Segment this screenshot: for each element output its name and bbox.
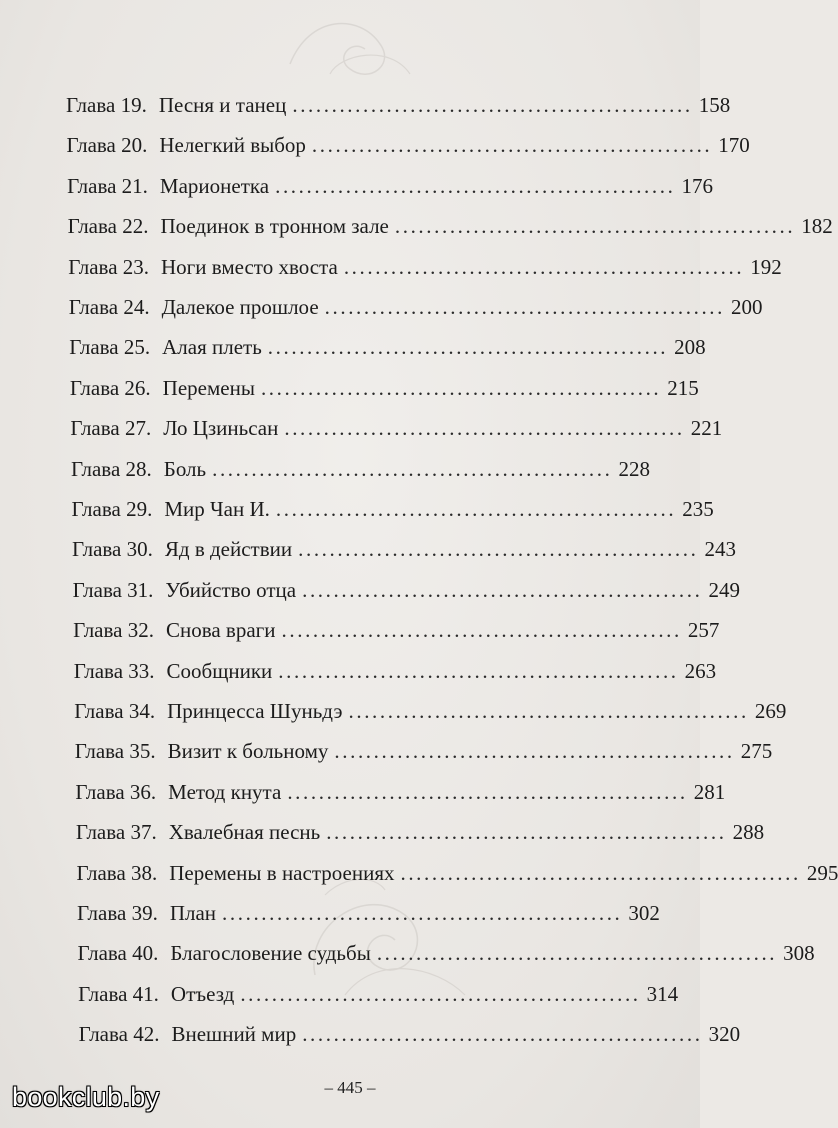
chapter-title: Сообщники — [166, 658, 273, 683]
toc-entry — [78, 979, 679, 1009]
leader-dots: ................................................... — [275, 173, 676, 198]
chapter-label: Глава 37. — [75, 820, 157, 845]
page-reference: 208 — [674, 335, 706, 360]
chapter-label: Глава 28. — [70, 456, 152, 481]
leader-dots: ................................................... — [275, 497, 677, 521]
toc-entry — [69, 373, 699, 403]
chapter-label: Глава 31. — [72, 577, 154, 602]
leader-dots: ................................................... — [298, 537, 699, 562]
chapter-title: Далекое прошлое — [161, 295, 319, 319]
page-reference: 243 — [704, 537, 736, 562]
chapter-label: Глава 21. — [67, 173, 148, 198]
page-reference: 308 — [783, 941, 815, 966]
toc-entry — [66, 130, 750, 160]
toc-entry — [70, 454, 650, 484]
chapter-title: Алая плеть — [162, 335, 262, 360]
page-reference: 275 — [740, 739, 773, 764]
chapter-title: Принцесса Шуньдэ — [167, 699, 343, 723]
page-reference: 176 — [681, 173, 713, 198]
leader-dots: ................................................... — [324, 295, 725, 319]
toc-entry — [75, 777, 726, 807]
chapter-label: Глава 32. — [73, 618, 154, 643]
leader-dots: ................................................... — [326, 820, 727, 845]
leader-dots: ................................................... — [394, 214, 796, 239]
leader-dots: ................................................... — [222, 901, 623, 925]
toc-entry — [76, 858, 838, 888]
leader-dots: ................................................... — [334, 739, 735, 764]
chapter-title: Отъезд — [170, 981, 235, 1006]
page-reference: 158 — [698, 93, 731, 117]
chapter-label: Глава 20. — [66, 133, 148, 158]
chapter-label: Глава 34. — [74, 699, 156, 723]
leader-dots: ................................................... — [287, 779, 688, 804]
toc-entry — [72, 575, 740, 605]
chapter-title: Снова враги — [165, 618, 276, 643]
toc-entry — [75, 817, 765, 847]
page-reference: 228 — [618, 456, 650, 481]
toc-entry — [71, 494, 714, 524]
page-reference: 263 — [684, 658, 717, 683]
chapter-label: Глава 25. — [69, 335, 151, 360]
page-reference: 314 — [646, 981, 679, 1006]
toc-entry — [70, 413, 723, 443]
leader-dots: ................................................... — [260, 375, 662, 400]
chapter-label: Глава 42. — [78, 1022, 160, 1047]
chapter-label: Глава 40. — [77, 941, 159, 966]
chapter-label: Глава 39. — [77, 901, 158, 925]
chapter-label: Глава 27. — [70, 416, 152, 441]
chapter-label: Глава 22. — [67, 214, 149, 239]
chapter-label: Глава 30. — [72, 537, 153, 562]
chapter-title: Убийство отца — [165, 577, 297, 602]
chapter-title: Перемены в настроениях — [169, 860, 395, 885]
toc-entry — [77, 898, 660, 928]
chapter-title: Внешний мир — [171, 1022, 297, 1047]
leader-dots: ................................................... — [284, 416, 685, 441]
chapter-title: Поединок в тронном зале — [160, 214, 389, 239]
toc-entry — [72, 534, 736, 564]
chapter-title: Мир Чан И. — [164, 497, 270, 521]
chapter-label: Глава 36. — [75, 779, 157, 804]
toc-entry — [69, 332, 706, 362]
leader-dots: ................................................... — [348, 699, 749, 723]
chapter-title: Благословение судьбы — [170, 941, 371, 966]
chapter-label: Глава 19. — [66, 93, 147, 117]
page-reference: 302 — [628, 901, 660, 925]
toc-entry — [68, 292, 763, 322]
page-reference: 288 — [732, 820, 765, 845]
watermark-text: bookclub.by — [12, 1082, 160, 1112]
leader-dots: ................................................... — [292, 93, 693, 117]
toc-entry — [78, 1019, 741, 1049]
toc-entry — [68, 252, 782, 282]
page-reference: 192 — [750, 254, 782, 279]
page-reference: 235 — [682, 497, 714, 521]
leader-dots: ................................................... — [343, 254, 745, 279]
page-reference: 281 — [693, 779, 726, 804]
chapter-title: Песня и танец — [158, 93, 287, 117]
chapter-title: Перемены — [162, 375, 255, 400]
leader-dots: ................................................... — [376, 941, 778, 966]
chapter-label: Глава 26. — [69, 375, 151, 400]
page-reference: 295 — [806, 860, 838, 885]
toc-entry — [74, 696, 787, 726]
toc-entry — [67, 171, 713, 201]
leader-dots: ................................................... — [400, 860, 801, 885]
leader-dots: ................................................... — [302, 1022, 703, 1047]
chapter-title: Ло Цзиньсан — [163, 416, 279, 441]
page-reference: 249 — [708, 577, 740, 602]
chapter-title: Яд в действии — [164, 537, 293, 562]
leader-dots: ................................................... — [281, 618, 682, 643]
chapter-label: Глава 38. — [76, 860, 158, 885]
chapter-title: Марионетка — [159, 173, 270, 198]
leader-dots: ................................................... — [240, 981, 641, 1006]
leader-dots: ................................................... — [311, 133, 713, 158]
chapter-title: Визит к больному — [167, 739, 329, 764]
chapter-title: Нелегкий выбор — [159, 133, 306, 158]
leader-dots: ................................................... — [267, 335, 669, 360]
page-reference: 170 — [718, 133, 750, 158]
chapter-title: План — [169, 901, 217, 925]
leader-dots: ................................................... — [302, 577, 703, 602]
page-reference: 257 — [687, 618, 720, 643]
toc-entry — [73, 615, 720, 645]
chapter-label: Глава 24. — [68, 295, 150, 319]
page-reference: 221 — [690, 416, 723, 441]
toc-entry — [74, 736, 773, 766]
page-reference: 200 — [731, 295, 763, 319]
page-reference: 182 — [801, 214, 833, 239]
chapter-title: Метод кнута — [168, 779, 282, 804]
chapter-label: Глава 29. — [71, 497, 153, 521]
toc-entry — [77, 938, 815, 968]
toc-entry — [73, 656, 717, 686]
page-reference: 215 — [667, 375, 699, 400]
page-number: – 445 – — [324, 1078, 376, 1097]
chapter-title: Хвалебная песнь — [168, 820, 321, 845]
toc-entry — [66, 90, 731, 120]
toc-entry — [67, 211, 833, 241]
chapter-label: Глава 23. — [68, 254, 150, 279]
chapter-label: Глава 41. — [78, 981, 159, 1006]
chapter-label: Глава 33. — [73, 658, 155, 683]
page-reference: 269 — [754, 699, 787, 723]
leader-dots: ................................................... — [212, 456, 613, 481]
chapter-title: Ноги вместо хвоста — [161, 254, 338, 279]
page-reference: 320 — [708, 1022, 741, 1047]
chapter-title: Боль — [163, 456, 207, 481]
leader-dots: ................................................... — [278, 658, 679, 683]
chapter-label: Глава 35. — [74, 739, 156, 764]
